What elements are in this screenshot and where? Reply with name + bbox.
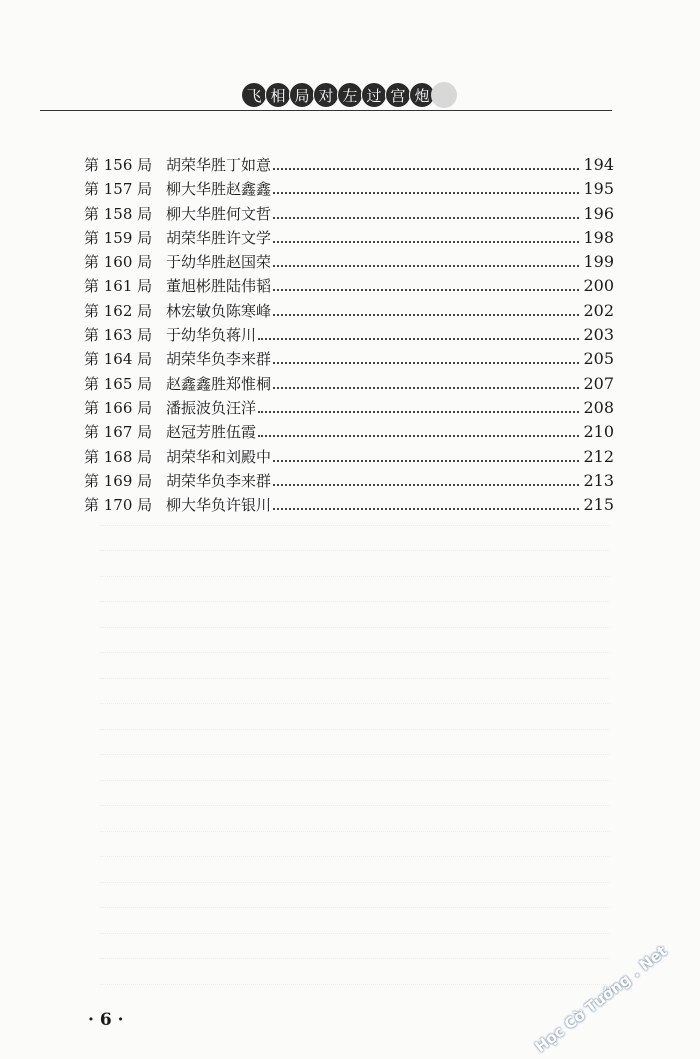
game-title: 于幼华胜赵国荣 <box>166 253 272 272</box>
bleed-line <box>100 755 610 781</box>
bleed-line <box>100 653 610 679</box>
bleed-line <box>100 526 610 552</box>
page-ref: 213 <box>583 470 614 490</box>
page-ref: 202 <box>583 300 614 320</box>
header-rule <box>40 110 612 111</box>
toc-entry <box>84 494 614 518</box>
page-ref: 212 <box>583 446 614 466</box>
leader-dots <box>273 241 579 243</box>
page-ref: 199 <box>583 252 614 272</box>
leader-dots <box>273 192 579 194</box>
header-char: 过 <box>361 82 387 108</box>
game-title: 胡荣华胜丁如意 <box>166 156 272 174</box>
bleed-line <box>100 934 610 960</box>
toc-entry <box>84 300 614 324</box>
toc-entry <box>84 397 614 421</box>
toc-entry <box>84 154 614 178</box>
toc-entry <box>84 178 614 202</box>
toc-entry <box>84 251 614 275</box>
page-ref: 203 <box>583 325 614 345</box>
leader-dots <box>273 217 579 219</box>
game-title: 胡荣华和刘殿中 <box>166 447 272 466</box>
leader-dots <box>273 314 579 316</box>
bleed-line <box>100 857 610 883</box>
toc-entry <box>84 373 614 397</box>
table-of-contents <box>84 154 614 518</box>
page-ref: 215 <box>583 495 614 515</box>
chapter-header <box>0 82 700 108</box>
game-number: 第 163 局 <box>84 326 153 345</box>
game-number: 第 161 局 <box>84 277 153 296</box>
page-ref: 208 <box>583 397 614 417</box>
leader-dots <box>273 460 579 462</box>
game-title: 胡荣华负李来群 <box>166 350 272 369</box>
game-title: 潘振波负汪洋 <box>166 398 257 417</box>
game-title: 于幼华负蒋川 <box>166 326 257 345</box>
header-char: 左 <box>337 82 363 108</box>
game-number: 第 162 局 <box>84 301 153 320</box>
game-title: 柳大华胜何文哲 <box>166 204 272 223</box>
toc-entry <box>84 470 614 494</box>
game-number: 第 166 局 <box>84 398 153 417</box>
leader-dots <box>273 387 579 389</box>
page-ref: 196 <box>583 203 614 223</box>
header-char: 局 <box>289 82 315 108</box>
leader-dots <box>258 411 579 413</box>
bleed-line <box>100 628 610 654</box>
header-decoration <box>431 82 457 108</box>
game-number: 第 156 局 <box>84 156 153 174</box>
game-title: 胡荣华胜许文学 <box>166 228 272 247</box>
game-number: 第 168 局 <box>84 447 153 466</box>
header-char: 飞 <box>241 82 267 108</box>
bleed-line <box>100 551 610 577</box>
bleed-line <box>100 730 610 756</box>
toc-entry <box>84 421 614 445</box>
page-ref: 195 <box>583 179 614 199</box>
game-number: 第 169 局 <box>84 471 153 490</box>
header-char: 宫 <box>385 82 411 108</box>
page-ref: 200 <box>583 276 614 296</box>
game-number: 第 160 局 <box>84 253 153 272</box>
game-number: 第 164 局 <box>84 350 153 369</box>
leader-dots <box>273 508 579 510</box>
page-ref: 207 <box>583 373 614 393</box>
page-ref: 205 <box>583 349 614 369</box>
watermark: Học Cờ Tướng . Net <box>531 941 671 1057</box>
game-number: 第 158 局 <box>84 204 153 223</box>
header-char: 相 <box>265 82 291 108</box>
leader-dots <box>273 362 579 364</box>
bleed-line <box>100 602 610 628</box>
bleed-line <box>100 704 610 730</box>
leader-dots <box>258 435 579 437</box>
toc-entry <box>84 348 614 372</box>
toc-entry <box>84 203 614 227</box>
toc-entry <box>84 324 614 348</box>
page-ref: 210 <box>583 422 614 442</box>
bleed-line <box>100 577 610 603</box>
game-title: 赵冠芳胜伍霞 <box>166 423 257 442</box>
bleed-line <box>100 679 610 705</box>
bleed-line <box>100 806 610 832</box>
leader-dots <box>258 338 579 340</box>
game-number: 第 165 局 <box>84 374 153 393</box>
toc-entry <box>84 275 614 299</box>
leader-dots <box>273 289 579 291</box>
page-number: · 6 · <box>88 1010 124 1030</box>
leader-dots <box>273 484 579 486</box>
show-through-text <box>0 500 700 980</box>
page-ref: 198 <box>583 227 614 247</box>
game-title: 柳大华负许银川 <box>166 496 272 515</box>
game-number: 第 157 局 <box>84 180 153 199</box>
bleed-line <box>100 781 610 807</box>
toc-entry <box>84 446 614 470</box>
leader-dots <box>273 265 579 267</box>
game-title: 林宏敏负陈寒峰 <box>166 301 272 320</box>
header-char: 炮 <box>409 82 435 108</box>
game-title: 柳大华胜赵鑫鑫 <box>166 180 272 199</box>
game-title: 胡荣华负李来群 <box>166 471 272 490</box>
game-title: 赵鑫鑫胜郑惟桐 <box>166 374 272 393</box>
bleed-line <box>100 832 610 858</box>
game-number: 第 170 局 <box>84 496 153 515</box>
header-char: 对 <box>313 82 339 108</box>
toc-entry <box>84 227 614 251</box>
leader-dots <box>273 168 579 170</box>
page-ref: 194 <box>583 155 614 174</box>
game-number: 第 167 局 <box>84 423 153 442</box>
game-number: 第 159 局 <box>84 228 153 247</box>
bleed-line <box>100 883 610 909</box>
bleed-line <box>100 908 610 934</box>
game-title: 董旭彬胜陆伟韬 <box>166 277 272 296</box>
bleed-line <box>100 959 610 985</box>
